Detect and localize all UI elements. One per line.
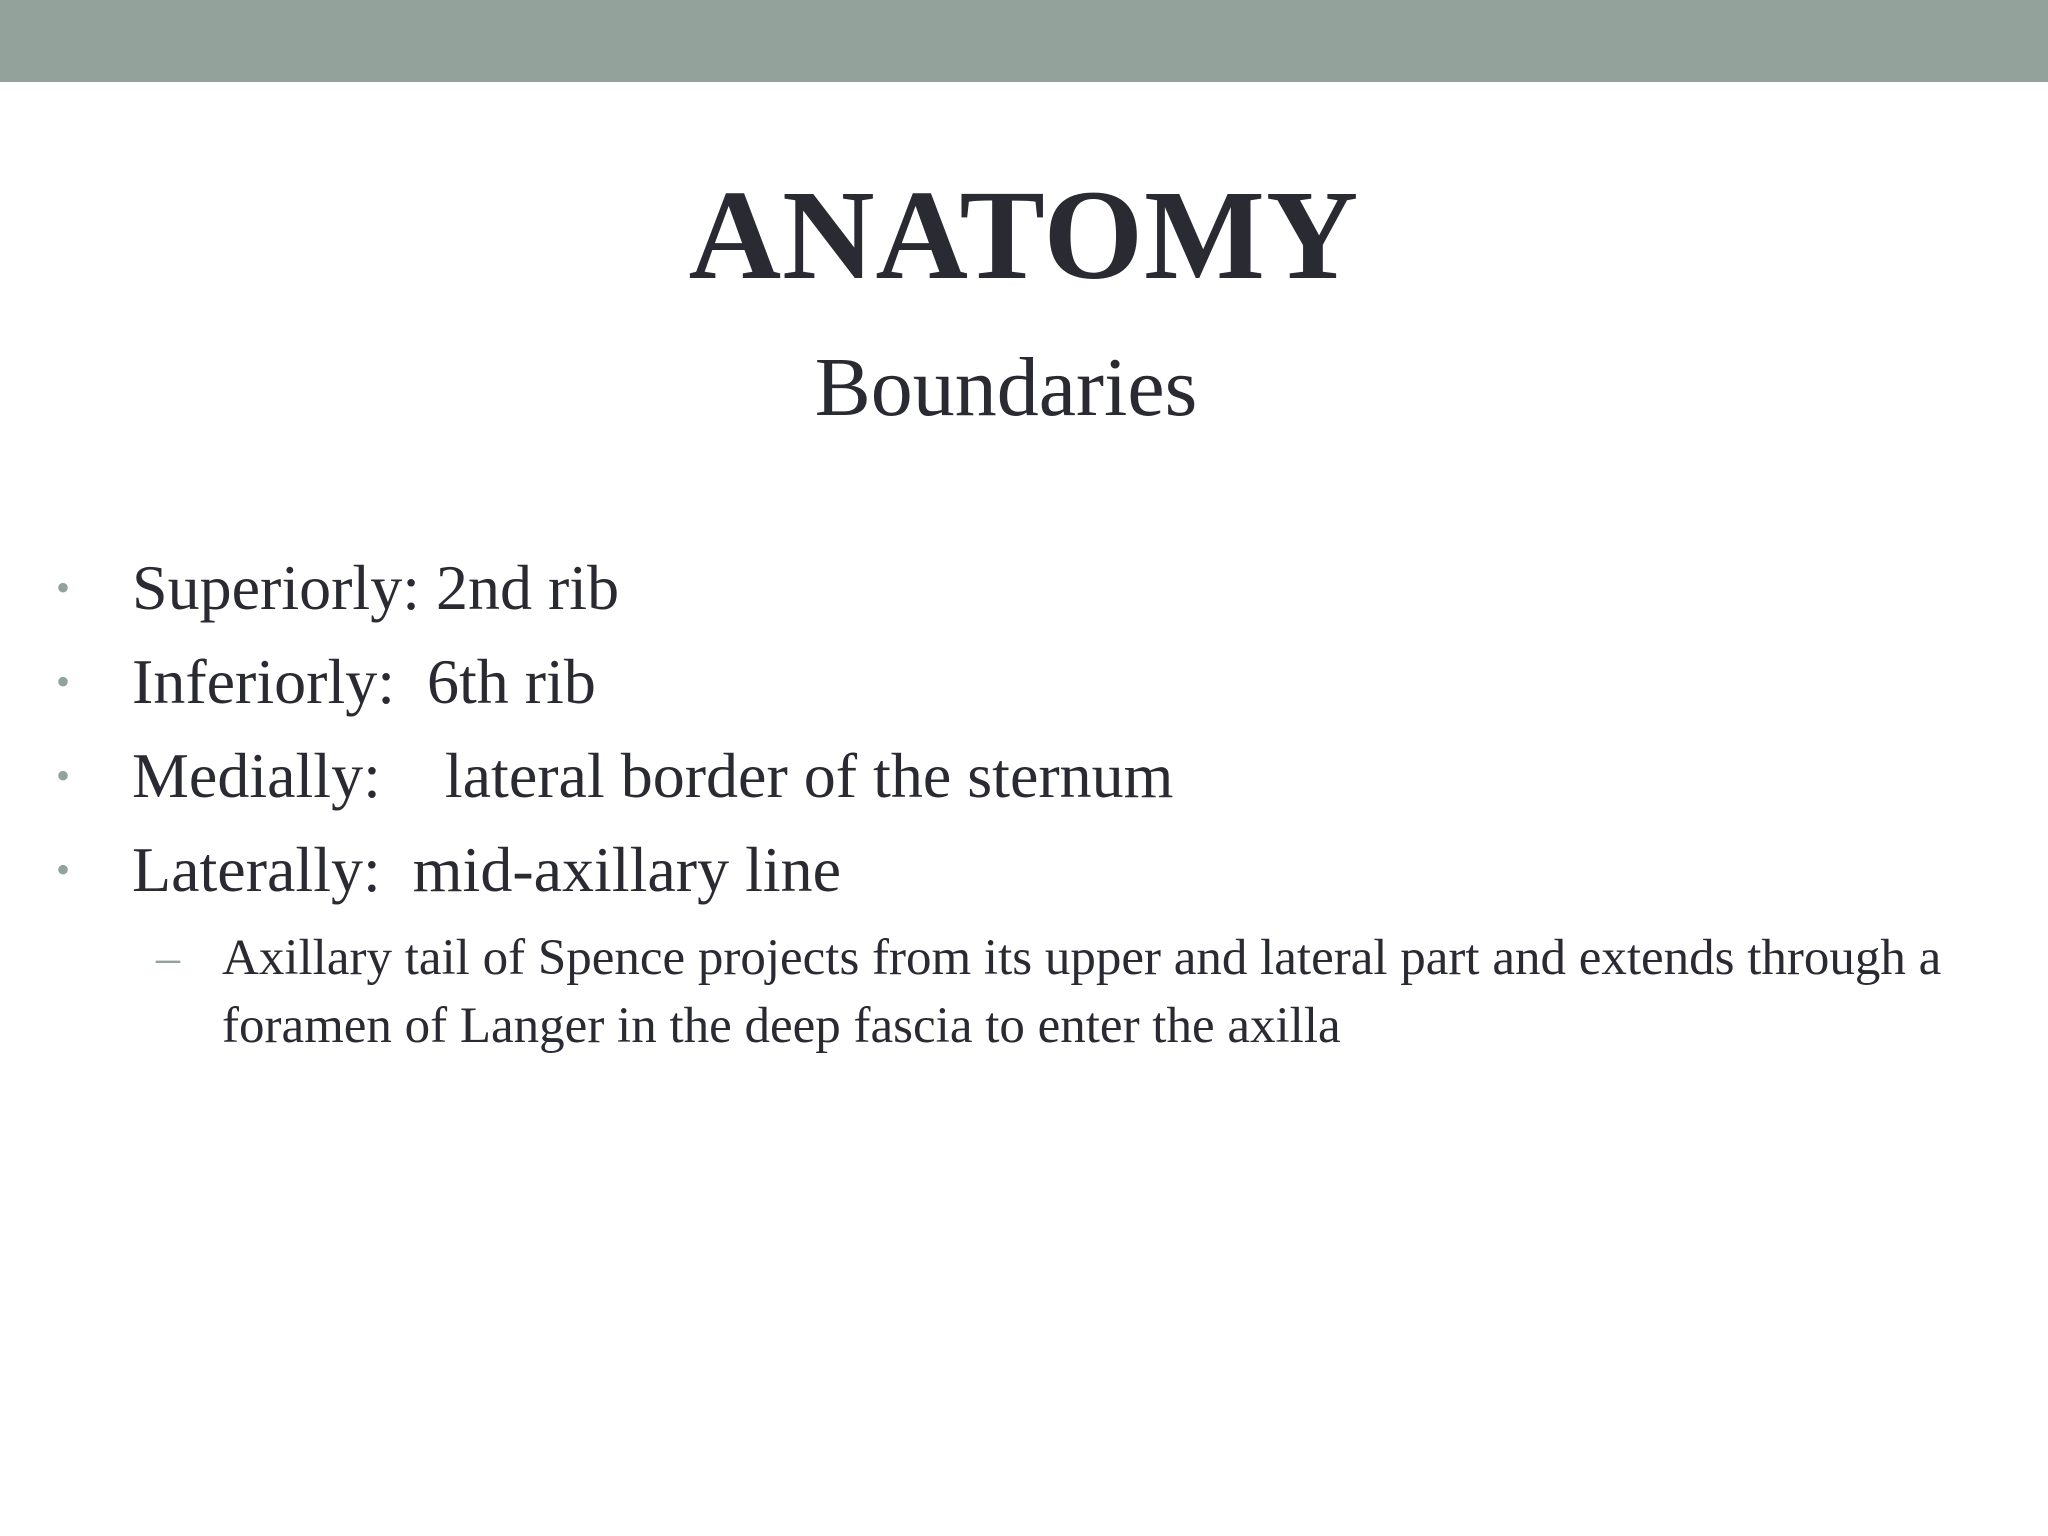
header-band	[0, 0, 2048, 82]
bullet-item-medially	[0, 736, 2048, 830]
bullet-dot-icon: •	[56, 847, 71, 892]
bullet-dot-icon: •	[56, 659, 71, 704]
slide-title: ANATOMY	[688, 164, 1360, 306]
bullet-dot-icon: •	[56, 753, 71, 798]
bullet-text: Superiorly: 2nd rib	[132, 552, 620, 623]
bullet-item-laterally	[0, 830, 2048, 924]
bullet-list	[0, 548, 2048, 1064]
sub-bullet-item	[0, 924, 2048, 1064]
bullet-text: Laterally: mid-axillary line	[132, 834, 842, 905]
bullet-text: Inferiorly: 6th rib	[132, 646, 596, 717]
bullet-text: Medially: lateral border of the sternum	[132, 740, 1174, 811]
bullet-item-superiorly	[0, 548, 2048, 642]
dash-icon: –	[156, 931, 180, 984]
slide-subtitle: Boundaries	[814, 341, 1198, 434]
bullet-item-inferiorly	[0, 642, 2048, 736]
bullet-dot-icon: •	[56, 565, 71, 610]
sub-bullet-text: Axillary tail of Spence projects from its upper and lateral part and extends through a foramen of Langer in the deep fascia to enter the axilla	[222, 930, 1942, 1054]
